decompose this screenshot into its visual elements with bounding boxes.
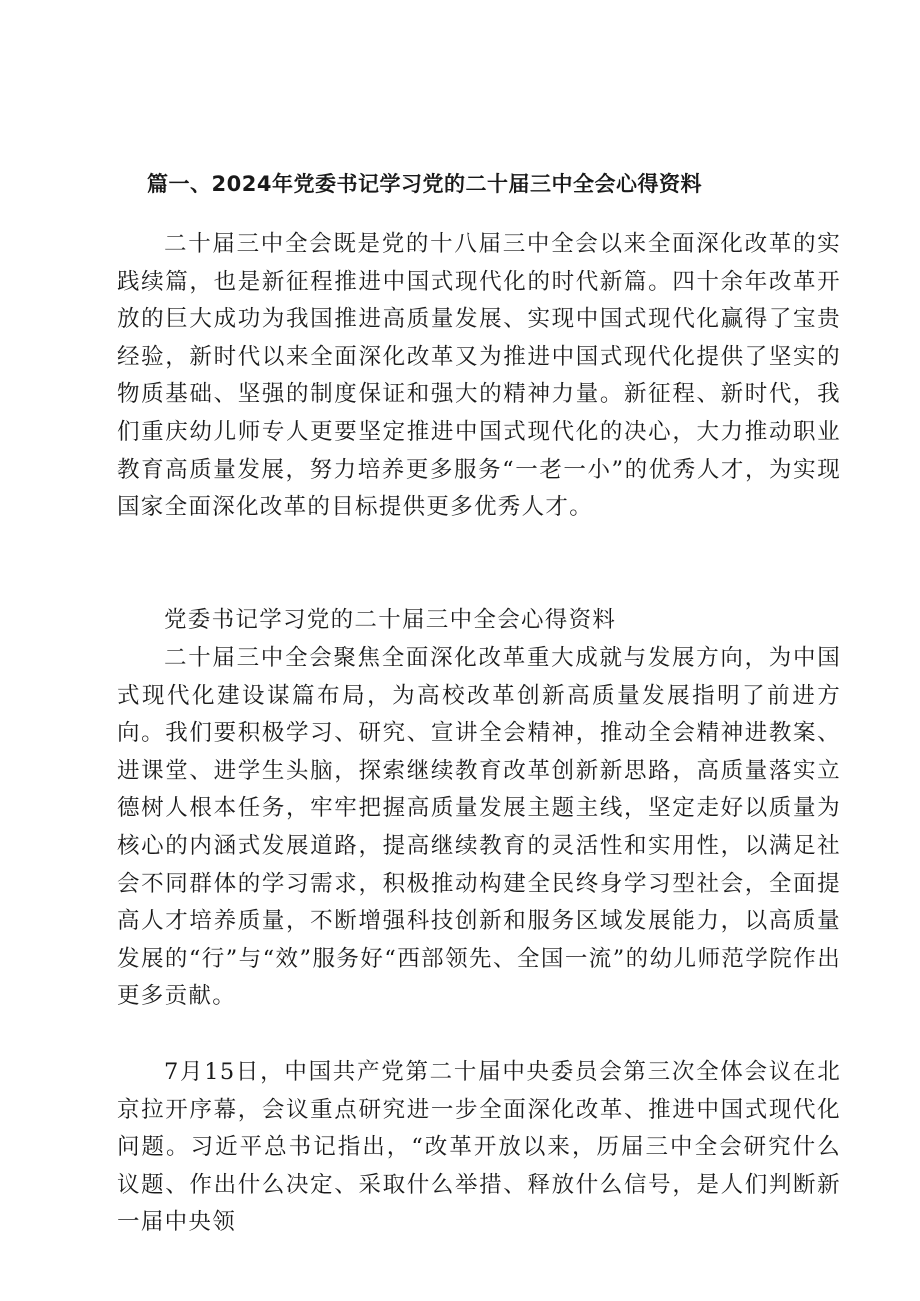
paragraph-plenum-opening: 7月15日，中国共产党第二十届中央委员会第三次全体会议在北京拉开序幕，会议重点研究进一步全面深化改革、推进中国式现代化问题。习近平总书记指出，“改革开放以来，历届三中全会研究什么议题、作出什么决定、采取什么举措、释放什么信号，是人们判断新一届中央领 [117, 1059, 841, 1236]
paragraph-body: 二十届三中全会聚焦全面深化改革重大成就与发展方向，为中国式现代化建设谋篇布局，为高校改革创新高质量发展指明了前进方向。我们要积极学习、研究、宣讲全会精神，推动全会精神进教案、进课堂、进学生头脑，探索继续教育改革创新新思路，高质量落实立德树人根本任务，牢牢把握高质量发展主题主线，坚定走好以质量为核心的内涵式发展道路，提高继续教育的灵活性和实用性，以满足社会不同群体的学习需求，积极推动构建全民终身学习型社会，全面提高人才培养质量，不断增强科技创新和服务区域发展能力，以高质量发展的“行”与“效”服务好“西部领先、全国一流”的幼儿师范学院作出更多贡献。 [117, 645, 841, 1010]
paragraph-subtitle: 党委书记学习党的二十届三中全会心得资料 [164, 607, 617, 633]
paragraph-intro: 二十届三中全会既是党的十八届三中全会以来全面深化改革的实践续篇，也是新征程推进中国式现代化的时代新篇。四十余年改革开放的巨大成功为我国推进高质量发展、实现中国式现代化赢得了宝贵经验，新时代以来全面深化改革又为推进中国式现代化提供了坚实的物质基础、坚强的制度保证和强大的精神力量。新征程、新时代，我们重庆幼儿师专人更要坚定推进中国式现代化的决心，大力推动职业教育高质量发展，努力培养更多服务“一老一小”的优秀人才，为实现国家全面深化改革的目标提供更多优秀人才。 [117, 231, 841, 521]
document-title: 篇一、2024年党委书记学习党的二十届三中全会心得资料 [147, 172, 702, 196]
